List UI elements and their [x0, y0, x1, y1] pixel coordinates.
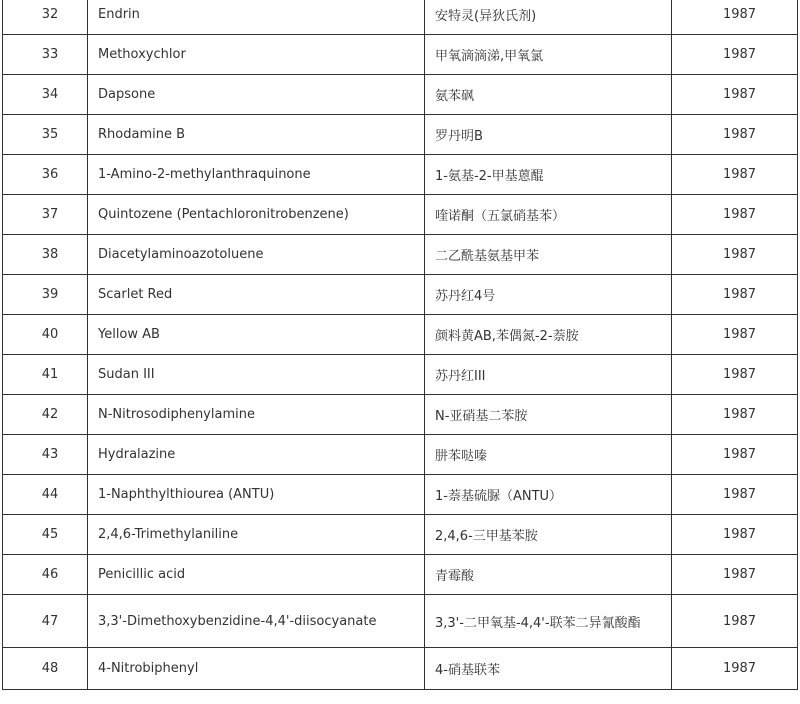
row-number-cell: 41 — [3, 355, 88, 395]
table-row — [3, 395, 798, 435]
year-cell: 1987 — [672, 315, 798, 355]
english-name-cell: Rhodamine B — [88, 115, 425, 155]
row-number-cell: 37 — [3, 195, 88, 235]
year-cell: 1987 — [672, 75, 798, 115]
year-cell: 1987 — [672, 475, 798, 515]
chinese-name-cell: 二乙酰基氨基甲苯 — [425, 235, 672, 275]
table-row — [3, 35, 798, 75]
table-row — [3, 275, 798, 315]
chinese-name-cell: 苏丹红III — [425, 355, 672, 395]
year-cell: 1987 — [672, 155, 798, 195]
table-row — [3, 195, 798, 235]
year-cell: 1987 — [672, 355, 798, 395]
year-cell: 1987 — [672, 235, 798, 275]
chinese-name-cell: 3,3'-二甲氧基-4,4'-联苯二异氰酸酯 — [425, 595, 672, 648]
english-name-cell: Hydralazine — [88, 435, 425, 475]
chinese-name-cell: 安特灵(异狄氏剂) — [425, 0, 672, 35]
chinese-name-cell: 肼苯哒嗪 — [425, 435, 672, 475]
english-name-cell: Yellow AB — [88, 315, 425, 355]
english-name-cell: Diacetylaminoazotoluene — [88, 235, 425, 275]
row-number-cell: 45 — [3, 515, 88, 555]
table-row — [3, 315, 798, 355]
year-cell: 1987 — [672, 648, 798, 690]
english-name-cell: Scarlet Red — [88, 275, 425, 315]
chinese-name-cell: 氨苯砜 — [425, 75, 672, 115]
chinese-name-cell: 罗丹明B — [425, 115, 672, 155]
table-row — [3, 595, 798, 648]
table-row — [3, 115, 798, 155]
year-cell: 1987 — [672, 275, 798, 315]
year-cell: 1987 — [672, 515, 798, 555]
table-row — [3, 435, 798, 475]
table-row — [3, 648, 798, 690]
table-row — [3, 155, 798, 195]
chemical-list-table — [2, 0, 798, 690]
chinese-name-cell: 甲氧滴滴涕,甲氧氯 — [425, 35, 672, 75]
year-cell: 1987 — [672, 35, 798, 75]
english-name-cell: Methoxychlor — [88, 35, 425, 75]
english-name-cell: Penicillic acid — [88, 555, 425, 595]
row-number-cell: 43 — [3, 435, 88, 475]
year-cell: 1987 — [672, 595, 798, 648]
row-number-cell: 42 — [3, 395, 88, 435]
year-cell: 1987 — [672, 0, 798, 35]
chinese-name-cell: 喹诺酮（五氯硝基苯） — [425, 195, 672, 235]
english-name-cell: 4-Nitrobiphenyl — [88, 648, 425, 690]
row-number-cell: 39 — [3, 275, 88, 315]
row-number-cell: 35 — [3, 115, 88, 155]
table-row — [3, 515, 798, 555]
english-name-cell: 1-Naphthylthiourea (ANTU) — [88, 475, 425, 515]
row-number-cell: 44 — [3, 475, 88, 515]
year-cell: 1987 — [672, 395, 798, 435]
row-number-cell: 47 — [3, 595, 88, 648]
row-number-cell: 32 — [3, 0, 88, 35]
row-number-cell: 38 — [3, 235, 88, 275]
table-row — [3, 555, 798, 595]
row-number-cell: 34 — [3, 75, 88, 115]
chinese-name-cell: 2,4,6-三甲基苯胺 — [425, 515, 672, 555]
english-name-cell: Quintozene (Pentachloronitrobenzene) — [88, 195, 425, 235]
english-name-cell: N-Nitrosodiphenylamine — [88, 395, 425, 435]
chinese-name-cell: 1-氨基-2-甲基蒽醌 — [425, 155, 672, 195]
chinese-name-cell: 青霉酸 — [425, 555, 672, 595]
table-body — [3, 0, 798, 690]
table-row — [3, 75, 798, 115]
english-name-cell: 1-Amino-2-methylanthraquinone — [88, 155, 425, 195]
table-row — [3, 475, 798, 515]
year-cell: 1987 — [672, 555, 798, 595]
english-name-cell: Dapsone — [88, 75, 425, 115]
chinese-name-cell: 1-萘基硫脲（ANTU） — [425, 475, 672, 515]
row-number-cell: 48 — [3, 648, 88, 690]
chinese-name-cell: N-亚硝基二苯胺 — [425, 395, 672, 435]
english-name-cell: 2,4,6-Trimethylaniline — [88, 515, 425, 555]
table-row — [3, 355, 798, 395]
english-name-cell: 3,3'-Dimethoxybenzidine-4,4'-diisocyanate — [88, 595, 425, 648]
chinese-name-cell: 苏丹红4号 — [425, 275, 672, 315]
year-cell: 1987 — [672, 435, 798, 475]
table-row — [3, 0, 798, 35]
row-number-cell: 33 — [3, 35, 88, 75]
row-number-cell: 46 — [3, 555, 88, 595]
year-cell: 1987 — [672, 115, 798, 155]
chinese-name-cell: 颜料黄AB,苯偶氮-2-萘胺 — [425, 315, 672, 355]
year-cell: 1987 — [672, 195, 798, 235]
table-row — [3, 235, 798, 275]
english-name-cell: Endrin — [88, 0, 425, 35]
chinese-name-cell: 4-硝基联苯 — [425, 648, 672, 690]
row-number-cell: 40 — [3, 315, 88, 355]
english-name-cell: Sudan III — [88, 355, 425, 395]
row-number-cell: 36 — [3, 155, 88, 195]
